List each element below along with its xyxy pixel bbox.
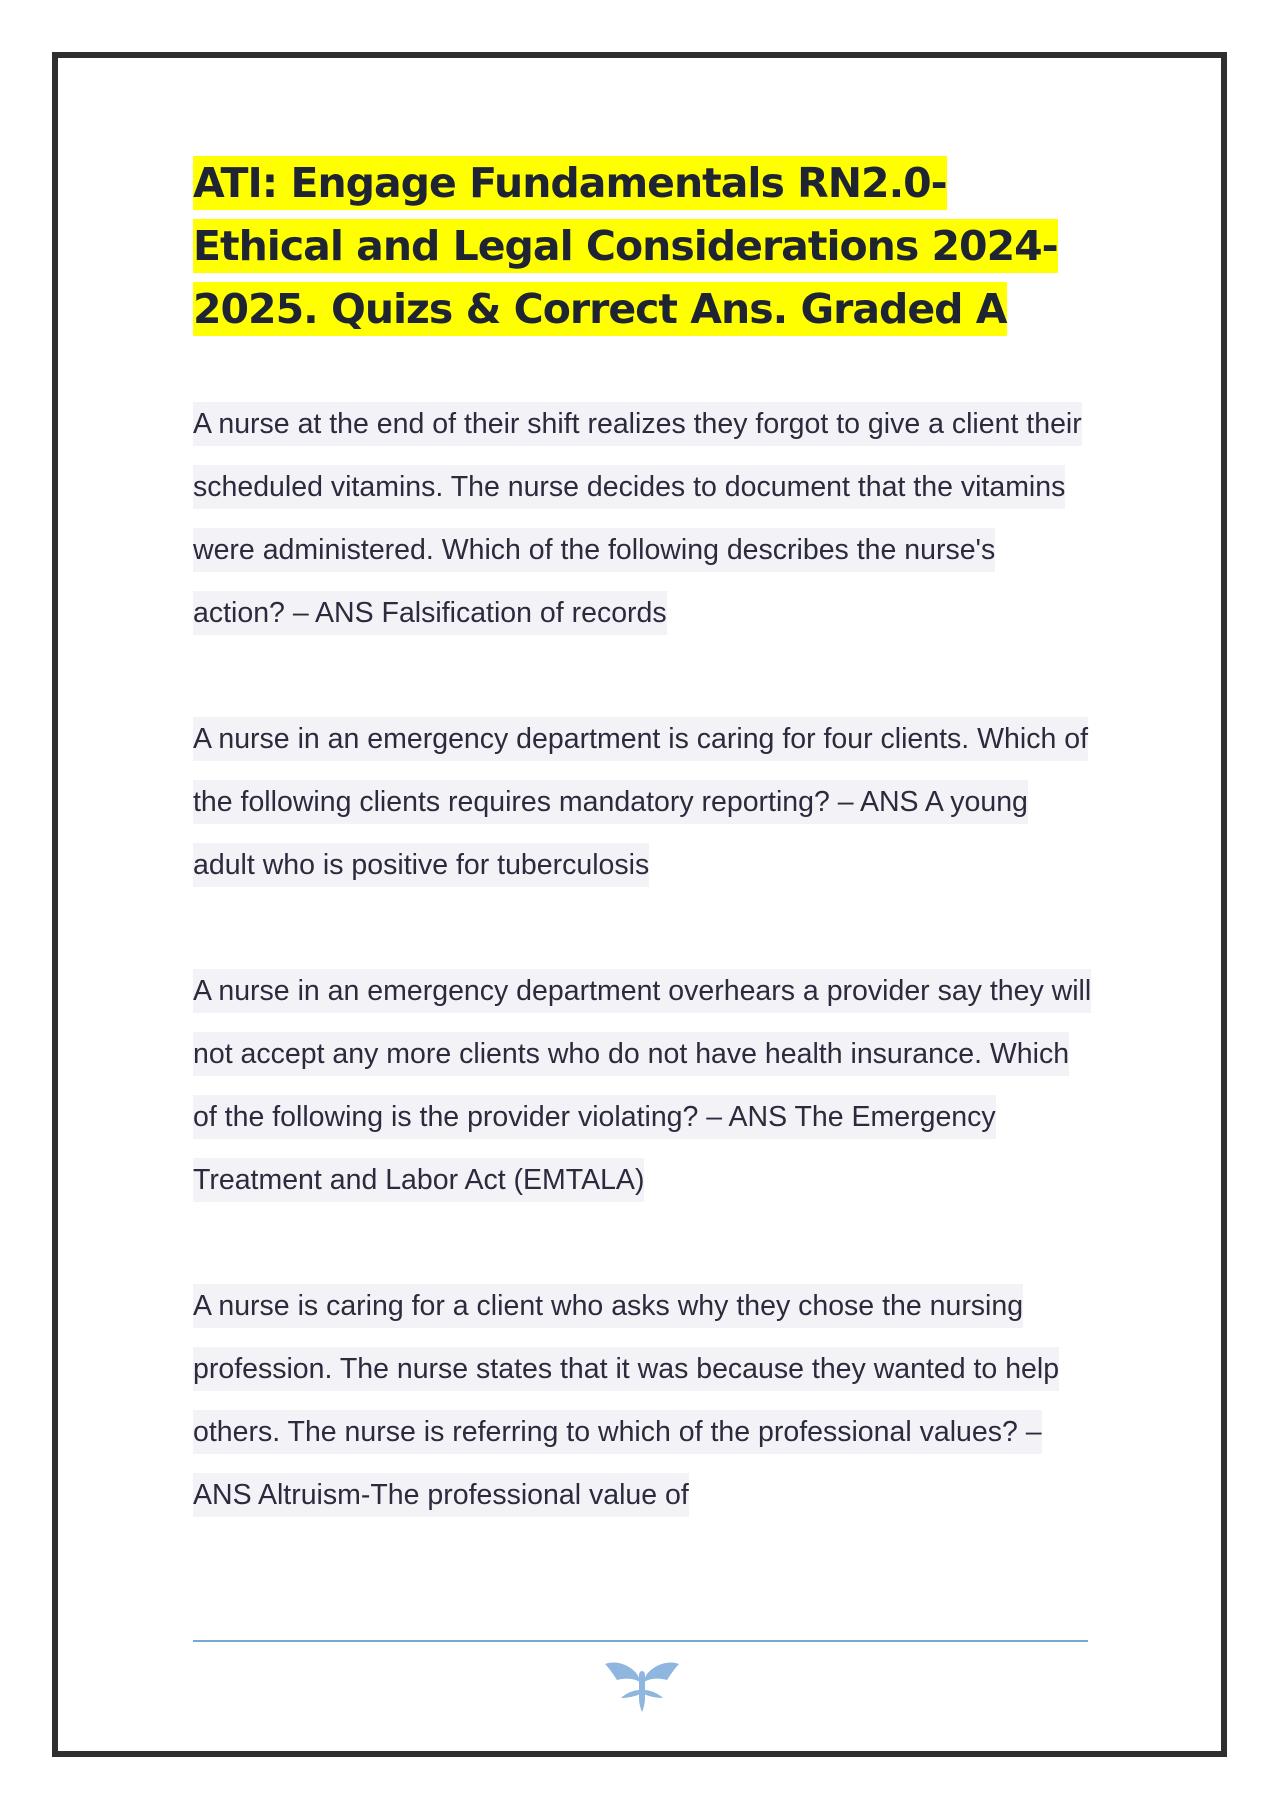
document-title [193,152,1093,341]
qa-item-4 [193,1275,1093,1527]
footer-divider [193,1640,1088,1642]
qa-item-1 [193,393,1093,645]
qa-text: A nurse in an emergency department overhears a provider say they will not accept any more clients who do not have health insurance. Which of the following is the provider violating? – ANS The Emergency Treatment and Labor Act (EMTALA) [193,969,1091,1202]
bird-logo-icon [603,1658,681,1714]
qa-list [193,393,1093,1527]
qa-item-3 [193,960,1093,1212]
document-content [193,152,1093,1590]
qa-text: A nurse is caring for a client who asks why they chose the nursing profession. The nurse states that it was because they wanted to help others. The nurse is referring to which of the professional values? – ANS Altruism-The professional value of [193,1284,1059,1517]
title-highlight: ATI: Engage Fundamentals RN2.0-Ethical and Legal Considerations 2024-2025. Quizs & Correct Ans. Graded A [193,156,1058,336]
qa-item-2 [193,708,1093,897]
qa-text: A nurse in an emergency department is caring for four clients. Which of the following clients requires mandatory reporting? – ANS A young adult who is positive for tuberculosis [193,717,1088,887]
qa-text: A nurse at the end of their shift realizes they forgot to give a client their scheduled vitamins. The nurse decides to document that the vitamins were administered. Which of the following describes the nurse's action? – ANS Falsification of records [193,402,1082,635]
